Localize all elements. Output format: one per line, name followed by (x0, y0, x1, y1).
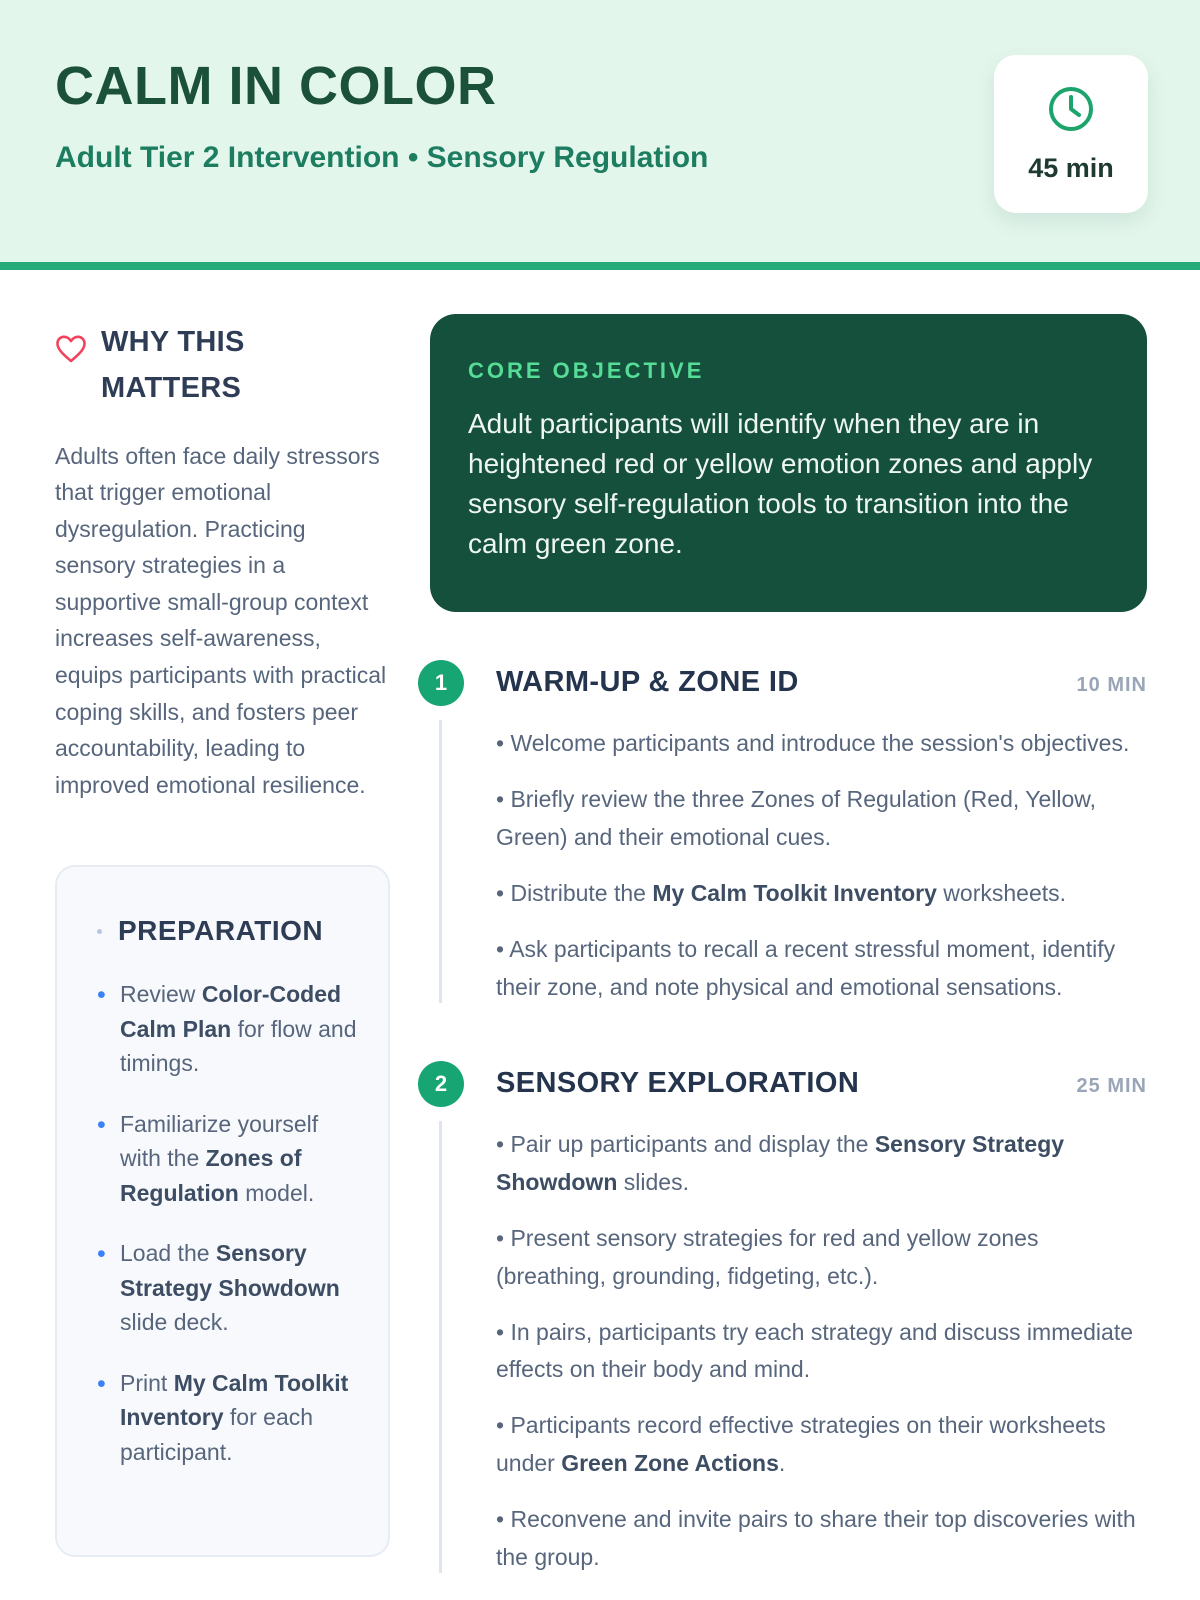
step-duration: 10 MIN (1076, 674, 1147, 697)
core-objective-label: CORE OBJECTIVE (468, 358, 705, 383)
page-title: CALM IN COLOR (55, 56, 497, 116)
heart-icon (55, 334, 87, 412)
step-bullets (496, 725, 1147, 1007)
preparation-list (97, 977, 362, 1469)
preparation-item (97, 977, 362, 1081)
text: . (778, 1450, 786, 1477)
step-number-badge: 1 (418, 660, 464, 706)
step-title: SENSORY EXPLORATION (496, 1066, 860, 1099)
bold-text: Sensory Strategy Showdown (120, 1240, 340, 1301)
duration-text: 45 min (1028, 153, 1114, 183)
step-duration: 25 MIN (1076, 1074, 1147, 1097)
text: slides. (617, 1168, 689, 1195)
bold-text: My Calm Toolkit Inventory (652, 879, 937, 906)
text: slide deck. (120, 1309, 229, 1336)
left-column (55, 314, 390, 1577)
lesson-header (0, 0, 1200, 270)
preparation-header (97, 915, 362, 947)
step-bullet (496, 725, 1147, 763)
step-bullet (496, 1220, 1147, 1296)
page-subtitle: Adult Tier 2 Intervention • Sensory Regulation (55, 140, 709, 174)
step-connector-line (439, 720, 442, 1003)
text: Ask participants to recall a recent stressful moment, identify their zone, and note physical and emotional sensations. (496, 935, 1116, 1000)
bold-text: Zones of Regulation (120, 1145, 302, 1206)
step-bullet (496, 1407, 1147, 1483)
step-header (496, 1061, 1147, 1100)
text: worksheets. (936, 879, 1067, 906)
preparation-item (97, 1107, 362, 1211)
why-this-matters-title: WHY THIS MATTERS (101, 326, 245, 404)
bold-text: Sensory Strategy Showdown (496, 1130, 1065, 1195)
step-body (496, 1061, 1147, 1577)
step (418, 1061, 1147, 1577)
step-bullets (496, 1126, 1147, 1577)
preparation-title: PREPARATION (118, 915, 324, 947)
text: Participants record effective strategies on their worksheets under (496, 1412, 1106, 1477)
steps (418, 660, 1147, 1577)
core-objective-text: Adult participants will identify when they are in heightened red or yellow emotion zones and apply sensory self-regulation tools to transition into the calm green zone. (468, 408, 1093, 560)
step-bullet (496, 1314, 1147, 1390)
bold-text: Green Zone Actions (561, 1450, 779, 1477)
text: Load the (120, 1240, 216, 1267)
step-bullet (496, 875, 1147, 913)
text: In pairs, participants try each strategy and discuss immediate effects on their body and mind. (496, 1318, 1134, 1383)
step-bullet (496, 1126, 1147, 1202)
text: for each participant. (120, 1404, 314, 1465)
preparation-item (97, 1366, 362, 1470)
text: Print (120, 1369, 174, 1396)
text: Reconvene and invite pairs to share their top discoveries with the group. (496, 1506, 1136, 1571)
duration-card (994, 55, 1148, 213)
step-body (496, 660, 1147, 1007)
step-bullet (496, 931, 1147, 1007)
text: Pair up participants and display the (510, 1130, 875, 1157)
bold-text: My Calm Toolkit Inventory (120, 1369, 349, 1431)
text: model. (238, 1179, 315, 1206)
step-connector-line (439, 1121, 442, 1573)
text: Present sensory strategies for red and yellow zones (breathing, grounding, fidgeting, etc.). (496, 1224, 1039, 1289)
text: Familiarize yourself with the (120, 1110, 319, 1172)
preparation-item (97, 1236, 362, 1340)
step (418, 660, 1147, 1007)
clock-icon (1046, 84, 1096, 139)
text: Distribute the (510, 879, 653, 906)
preparation-card (55, 865, 390, 1557)
right-column (418, 314, 1147, 1577)
text: Briefly review the three Zones of Regulation (Red, Yellow, Green) and their emotional cues. (496, 786, 1096, 850)
bold-text: Color-Coded Calm Plan (120, 981, 342, 1042)
text: Welcome participants and introduce the session's objectives. (510, 730, 1130, 757)
text: for flow and timings. (120, 1015, 357, 1077)
step-rail (418, 1061, 464, 1577)
core-objective-card (430, 314, 1147, 612)
list-dot-icon (97, 929, 102, 934)
why-this-matters-header (55, 320, 390, 412)
step-number-badge: 2 (418, 1061, 464, 1107)
step-rail (418, 660, 464, 1007)
step-title: WARM-UP & ZONE ID (496, 666, 799, 699)
step-bullet (496, 1501, 1147, 1577)
step-bullet (496, 781, 1147, 857)
lesson-body (0, 270, 1200, 1577)
text: Review (120, 981, 202, 1008)
why-this-matters-text: Adults often face daily stressors that trigger emotional dysregulation. Practicing sensory strategies in a supportive small-group context increases self-awareness, equips participants with practical coping skills, and fosters peer accountability, leading to improved emotional resilience. (55, 442, 387, 798)
step-header (496, 660, 1147, 699)
